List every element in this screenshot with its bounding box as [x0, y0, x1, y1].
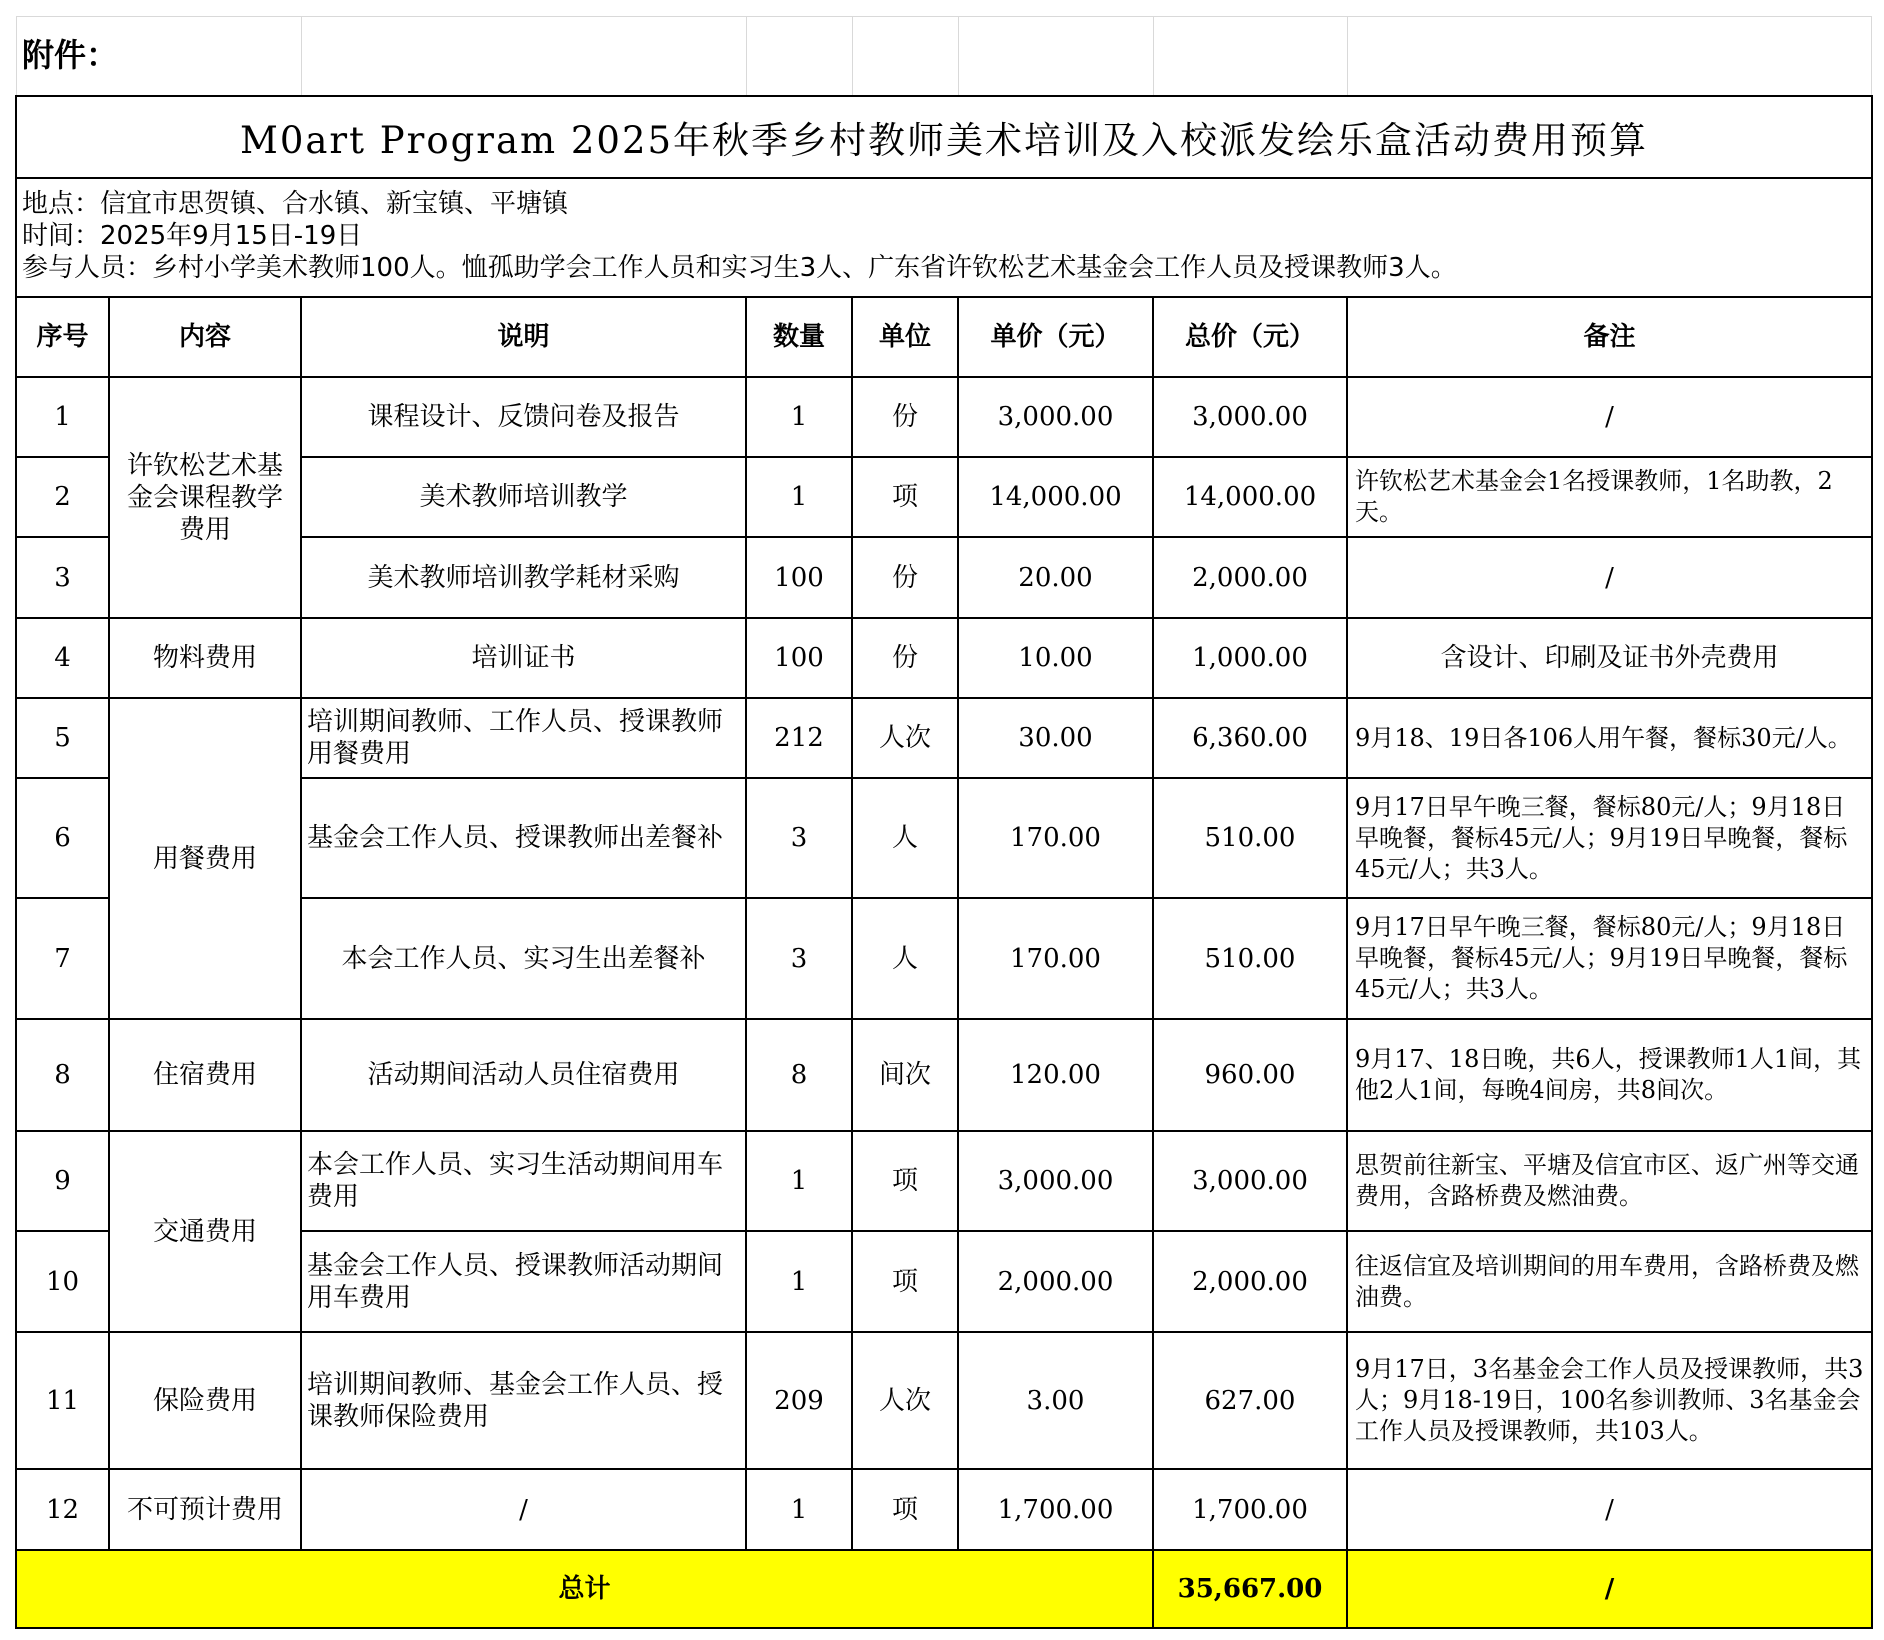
table-border [301, 456, 1873, 458]
row-no: 3 [54, 562, 71, 593]
row-price: 1,700.00 [997, 1494, 1114, 1525]
row-qty: 1 [790, 482, 808, 512]
row-desc: 美术教师培训教学 [419, 482, 628, 512]
row-desc: 美术教师培训教学耗材采购 [367, 562, 680, 593]
row-qty: 209 [774, 1385, 824, 1416]
grid-line [1153, 16, 1154, 96]
row-qty: 212 [774, 723, 824, 753]
table-border [108, 296, 110, 1550]
grid-line [852, 16, 853, 96]
table-border [301, 536, 1873, 538]
row-unit: 人 [891, 943, 918, 974]
table-border [16, 296, 1873, 298]
table-border [301, 1230, 1873, 1232]
grid-line [301, 16, 302, 96]
row-remark: 9月17日早午晚三餐，餐标80元/人；9月18日早晚餐，餐标45元/人；9月19日早晚餐，餐标45元/人；共3人。 [1355, 792, 1848, 883]
row-unit: 项 [891, 1494, 918, 1525]
group-material-fee: 物料费用 [152, 643, 257, 673]
table-border [16, 1230, 109, 1232]
row-total: 3,000.00 [1192, 402, 1308, 432]
table-border [1871, 95, 1873, 1629]
row-price: 120.00 [1010, 1060, 1101, 1090]
row-desc: 培训证书 [471, 643, 576, 673]
row-remark: 思贺前往新宝、平塘及信宜市区、返广州等交通费用，含路桥费及燃油费。 [1355, 1151, 1859, 1210]
table-border [16, 777, 109, 779]
row-unit: 人次 [878, 723, 931, 753]
table-border [16, 456, 109, 458]
header-no: 序号 [36, 322, 89, 352]
row-price: 30.00 [1018, 723, 1093, 753]
row-total: 3,000.00 [1192, 1166, 1308, 1196]
row-qty: 1 [790, 402, 808, 432]
row-remark: 含设计、印刷及证书外壳费用 [1440, 643, 1779, 673]
row-price: 2,000.00 [997, 1266, 1114, 1297]
row-total: 2,000.00 [1192, 1266, 1308, 1297]
header-price: 单价（元） [990, 322, 1121, 352]
header-total: 总价（元） [1184, 322, 1315, 352]
group-contingency-fee: 不可预计费用 [126, 1494, 283, 1525]
row-qty: 3 [790, 823, 808, 853]
table-border [16, 1468, 1873, 1470]
row-total: 627.00 [1204, 1385, 1296, 1416]
row-price: 14,000.00 [989, 482, 1122, 512]
row-desc: 基金会工作人员、授课教师出差餐补 [307, 823, 724, 853]
table-border [16, 376, 1873, 378]
table-border [16, 1627, 1873, 1629]
row-no: 10 [45, 1266, 80, 1297]
table-border [1152, 296, 1154, 1628]
row-desc: 本会工作人员、实习生活动期间用车费用 [307, 1150, 724, 1212]
table-border [301, 777, 1873, 779]
grid-line [746, 16, 747, 96]
row-desc: / [519, 1494, 528, 1525]
row-qty: 1 [790, 1494, 808, 1525]
row-unit: 间次 [878, 1060, 931, 1090]
grid-line [16, 16, 17, 96]
header-content: 内容 [178, 322, 231, 352]
info-time: 时间：2025年9月15日-19日 [22, 221, 363, 251]
row-no: 8 [54, 1060, 71, 1090]
row-no: 5 [54, 723, 71, 753]
header-unit: 单位 [878, 322, 931, 352]
attachment-label: 附件： [22, 36, 119, 74]
table-border [16, 1018, 1873, 1020]
row-qty: 3 [790, 943, 808, 974]
group-lodging-fee: 住宿费用 [152, 1060, 257, 1090]
table-border [16, 1331, 1873, 1333]
row-remark: 许钦松艺术基金会1名授课教师，1名助教，2天。 [1355, 467, 1833, 526]
total-value: 35,667.00 [1177, 1574, 1323, 1604]
row-price: 20.00 [1018, 562, 1093, 593]
row-unit: 项 [891, 1266, 918, 1297]
row-qty: 100 [774, 562, 824, 593]
header-qty: 数量 [772, 322, 825, 352]
row-desc: 培训期间教师、基金会工作人员、授课教师保险费用 [307, 1369, 724, 1432]
group-insurance-fee: 保险费用 [152, 1385, 257, 1416]
table-border [16, 95, 1873, 97]
row-total: 510.00 [1204, 943, 1296, 974]
table-border [16, 177, 1873, 179]
row-remark: 往返信宜及培训期间的用车费用，含路桥费及燃油费。 [1355, 1251, 1859, 1311]
row-total: 14,000.00 [1183, 482, 1317, 512]
table-border [745, 296, 747, 1550]
info-block [22, 188, 1457, 284]
row-desc: 基金会工作人员、授课教师活动期间用车费用 [307, 1250, 724, 1313]
row-total: 1,000.00 [1192, 643, 1308, 673]
info-participants: 参与人员：乡村小学美术教师100人。恤孤助学会工作人员和实习生3人、广东省许钦松艺术基金会工作人员及授课教师3人。 [22, 253, 1457, 283]
row-unit: 份 [891, 402, 918, 432]
group-transport-fee: 交通费用 [152, 1216, 257, 1247]
row-unit: 份 [891, 562, 918, 593]
row-price: 3.00 [1026, 1385, 1085, 1416]
row-no: 7 [54, 943, 71, 974]
table-border [15, 95, 17, 1629]
row-remark: 9月17日早午晚三餐，餐标80元/人；9月18日早晚餐，餐标45元/人；9月19日早晚餐，餐标45元/人；共3人。 [1355, 913, 1848, 1003]
row-price: 170.00 [1010, 943, 1101, 974]
row-no: 2 [54, 482, 71, 512]
row-qty: 1 [790, 1166, 808, 1196]
row-unit: 份 [891, 643, 918, 673]
table-border [851, 296, 853, 1550]
row-total: 960.00 [1204, 1060, 1296, 1090]
row-remark: 9月17、18日晚，共6人，授课教师1人1间，其他2人1间，每晚4间房，共8间次。 [1355, 1045, 1862, 1104]
row-remark: / [1605, 562, 1614, 593]
table-border [1346, 296, 1348, 1628]
grid-line [1871, 16, 1872, 96]
total-remark: / [1604, 1574, 1615, 1604]
row-remark: 9月18、19日各106人用午餐，餐标30元/人。 [1355, 723, 1852, 752]
row-total: 2,000.00 [1192, 562, 1308, 593]
table-border [16, 1130, 1873, 1132]
row-desc: 课程设计、反馈问卷及报告 [367, 402, 680, 432]
row-unit: 项 [891, 1166, 918, 1196]
row-desc: 培训期间教师、工作人员、授课教师用餐费用 [307, 707, 724, 769]
page-title: M0art Program 2025年秋季乡村教师美术培训及入校派发绘乐盒活动费用预算 [239, 119, 1649, 162]
table-border [16, 617, 1873, 619]
table-border [16, 697, 1873, 699]
table-border [16, 536, 109, 538]
row-no: 12 [45, 1494, 80, 1525]
row-unit: 人次 [878, 1385, 931, 1416]
table-border [300, 296, 302, 1550]
row-no: 1 [54, 402, 71, 432]
row-qty: 8 [790, 1060, 808, 1090]
row-no: 4 [54, 643, 71, 673]
header-desc: 说明 [497, 322, 550, 352]
row-no: 6 [54, 823, 71, 853]
row-desc: 本会工作人员、实习生出差餐补 [341, 943, 706, 974]
row-price: 170.00 [1010, 823, 1101, 853]
row-price: 3,000.00 [997, 402, 1114, 432]
grid-line [16, 16, 1872, 17]
info-location: 地点：信宜市思贺镇、合水镇、新宝镇、平塘镇 [22, 189, 569, 219]
row-desc: 活动期间活动人员住宿费用 [367, 1060, 680, 1090]
row-total: 6,360.00 [1192, 723, 1308, 753]
row-unit: 人 [891, 823, 918, 853]
group-meal-fee: 用餐费用 [152, 843, 257, 874]
table-border [957, 296, 959, 1550]
row-total: 1,700.00 [1192, 1494, 1308, 1525]
total-label: 总计 [558, 1574, 611, 1604]
row-remark: / [1605, 402, 1614, 432]
row-unit: 项 [891, 482, 918, 512]
row-remark: / [1605, 1494, 1614, 1525]
row-price: 10.00 [1018, 643, 1093, 673]
row-price: 3,000.00 [997, 1166, 1114, 1196]
table-border [16, 1549, 1873, 1551]
row-total: 510.00 [1204, 823, 1296, 853]
table-border [16, 897, 109, 899]
row-remark: 9月17日，3名基金会工作人员及授课教师，共3人；9月18-19日，100名参训教师、3名基金会工作人员及授课教师，共103人。 [1355, 1355, 1864, 1445]
row-no: 11 [45, 1385, 80, 1416]
grid-line [958, 16, 959, 96]
grid-line [1347, 16, 1348, 96]
table-border [301, 897, 1873, 899]
header-remark: 备注 [1583, 322, 1636, 352]
group-course-fee: 许钦松艺术基金会课程教学费用 [126, 450, 283, 545]
row-qty: 1 [790, 1266, 808, 1297]
row-qty: 100 [774, 643, 824, 673]
row-no: 9 [54, 1166, 71, 1196]
